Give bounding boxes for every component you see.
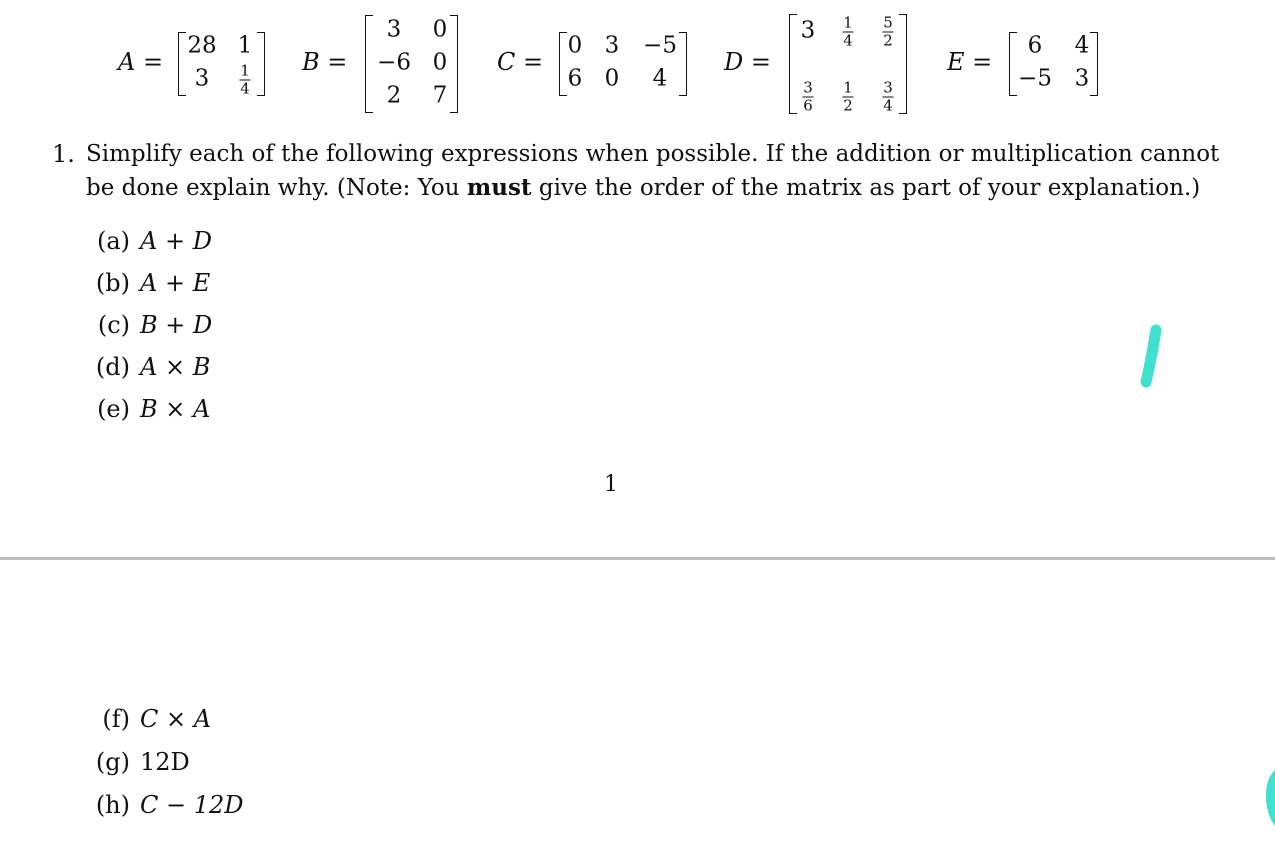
matrix-d-cell-2-2	[843, 78, 854, 115]
matrix-a-cell-1-1: 28	[187, 32, 217, 59]
matrix-a	[178, 32, 265, 96]
fraction-denominator: 2	[883, 31, 893, 50]
matrix-d-right-bracket	[899, 14, 907, 114]
matrix-c-left-bracket	[559, 32, 567, 96]
part-label: (h)	[95, 791, 130, 819]
matrix-a-left-bracket	[178, 32, 186, 96]
page-number: 1	[604, 472, 618, 497]
fraction-denominator: 6	[803, 96, 813, 115]
fraction-denominator: 2	[843, 96, 853, 115]
highlighter-edge-mark	[1262, 766, 1275, 830]
part-h	[82, 793, 244, 817]
matrix-a-cell-2-2	[240, 61, 251, 98]
part-label: (g)	[95, 748, 130, 776]
part-e	[82, 397, 210, 421]
matrix-a-cell-2-1: 3	[194, 65, 210, 92]
question-number: 1.	[52, 140, 75, 168]
part-g	[82, 750, 190, 774]
fraction-numerator: 5	[883, 13, 893, 32]
matrix-b-cell-2-1: −6	[377, 49, 411, 76]
part-label: (f)	[102, 705, 130, 733]
matrix-e-cell-1-1: 6	[1027, 32, 1043, 59]
emphasis-must: must	[466, 174, 532, 201]
part-expression: B + D	[140, 311, 213, 339]
matrix-d-cell-2-3	[883, 78, 894, 115]
fraction-numerator: 1	[240, 61, 250, 80]
fraction-numerator: 3	[803, 78, 813, 97]
part-f	[82, 707, 211, 731]
part-expression: 12D	[140, 748, 190, 776]
matrix-e-left-bracket	[1009, 32, 1017, 96]
matrix-a-right-bracket	[257, 32, 265, 96]
matrix-d-cell-2-1	[803, 78, 814, 115]
fraction-denominator: 4	[883, 96, 893, 115]
matrix-d-cell-1-1: 3	[800, 17, 816, 44]
matrix-d-left-bracket	[789, 14, 797, 114]
matrix-b	[365, 15, 458, 113]
part-label: (a)	[96, 227, 130, 255]
matrix-d-cell-1-3	[883, 13, 894, 50]
matrix-c-cell-1-1: 0	[567, 32, 583, 59]
fraction-numerator: 1	[843, 78, 853, 97]
matrix-b-cell-3-2: 7	[432, 82, 448, 109]
matrix-d	[789, 14, 907, 114]
matrix-a-cell-1-2: 1	[237, 32, 253, 59]
part-c	[82, 313, 212, 337]
part-expression: A × B	[140, 353, 211, 381]
part-a	[82, 229, 212, 253]
question-text-line-2-end: give the order of the matrix as part of your explanation.)	[531, 175, 1201, 201]
matrix-b-cell-3-1: 2	[386, 82, 402, 109]
matrix-c-cell-1-3: −5	[643, 32, 677, 59]
matrix-e	[1009, 32, 1098, 96]
matrix-d-cell-1-2	[843, 13, 854, 50]
part-label: (b)	[95, 269, 130, 297]
part-expression: B × A	[140, 395, 211, 423]
matrix-c-cell-2-3: 4	[652, 65, 668, 92]
part-d	[82, 355, 210, 379]
part-expression: A + E	[140, 269, 211, 297]
matrix-b-right-bracket	[450, 15, 458, 113]
fraction-denominator: 4	[843, 31, 853, 50]
part-expression: A + D	[140, 227, 212, 255]
matrix-c	[559, 32, 687, 96]
matrix-d-label: D =	[724, 48, 771, 76]
question-text-line-2-start: be done explain why. (Note: You	[86, 175, 467, 201]
part-label: (c)	[97, 311, 130, 339]
matrix-e-cell-2-1: −5	[1018, 65, 1052, 92]
fraction-numerator: 3	[883, 78, 893, 97]
part-label: (e)	[97, 395, 130, 423]
matrix-e-label: E =	[947, 48, 993, 76]
matrix-e-cell-1-2: 4	[1074, 32, 1090, 59]
part-b	[82, 271, 210, 295]
matrix-b-label: B =	[302, 48, 348, 76]
matrix-c-right-bracket	[679, 32, 687, 96]
question-text-line-2	[86, 171, 1200, 205]
matrix-a-label: A =	[118, 48, 164, 76]
matrix-e-cell-2-2: 3	[1074, 65, 1090, 92]
part-expression: C × A	[140, 705, 212, 733]
fraction-numerator: 1	[843, 13, 853, 32]
question-text-line-1: Simplify each of the following expressions when possible. If the addition or multiplication cannot	[86, 141, 1220, 167]
matrix-c-cell-2-1: 6	[567, 65, 583, 92]
matrix-e-right-bracket	[1090, 32, 1098, 96]
part-label: (d)	[95, 353, 130, 381]
matrix-b-cell-1-2: 0	[432, 16, 448, 43]
matrix-b-cell-2-2: 0	[432, 49, 448, 76]
highlighter-stroke-mark	[1136, 322, 1166, 390]
matrix-b-cell-1-1: 3	[386, 16, 402, 43]
matrix-c-cell-2-2: 0	[604, 65, 620, 92]
matrix-b-left-bracket	[365, 15, 373, 113]
page-divider	[0, 557, 1275, 560]
matrix-c-label: C =	[497, 48, 544, 76]
matrix-c-cell-1-2: 3	[604, 32, 620, 59]
part-expression: C − 12D	[140, 791, 244, 819]
fraction-denominator: 4	[240, 79, 250, 98]
